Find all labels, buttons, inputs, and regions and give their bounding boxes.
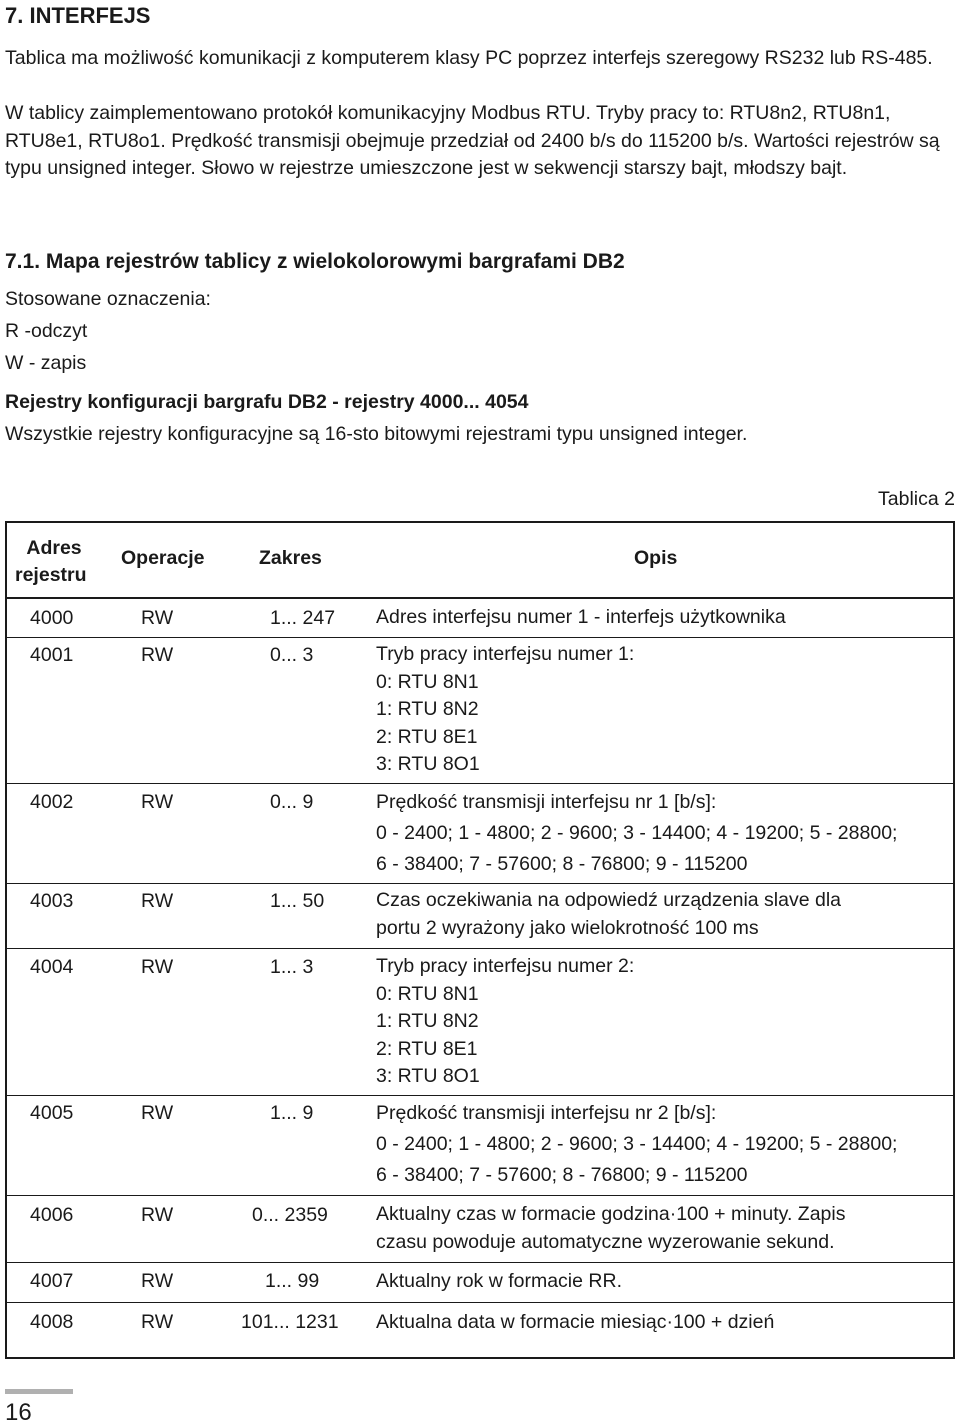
cell-operation: RW <box>141 1102 174 1124</box>
description-line: 3: RTU 8O1 <box>376 1065 480 1087</box>
cell-operation: RW <box>141 607 174 629</box>
row-divider <box>5 1095 955 1096</box>
cell-operation: RW <box>141 791 174 813</box>
row-divider <box>5 1302 955 1303</box>
header-description: Opis <box>634 547 678 569</box>
cell-description <box>376 604 786 632</box>
cell-operation: RW <box>141 1204 174 1226</box>
page-number-bar <box>5 1389 73 1394</box>
row-divider <box>5 1262 955 1263</box>
cell-address: 4003 <box>30 890 74 912</box>
legend-title: Stosowane oznaczenia: <box>5 288 211 310</box>
description-line: 0 - 2400; 1 - 4800; 2 - 9600; 3 - 14400; 4 - 19200; 5 - 28800; <box>376 822 898 844</box>
cell-operation: RW <box>141 890 174 912</box>
description-line: 0: RTU 8N1 <box>376 670 479 693</box>
cell-operation: RW <box>141 956 174 978</box>
cell-range: 1... 9 <box>270 1102 314 1124</box>
description-line: Czas oczekiwania na odpowiedź urządzenia slave dla <box>376 889 842 911</box>
cell-description <box>376 953 634 1091</box>
description-line: 1: RTU 8N2 <box>376 1010 479 1032</box>
section-title: 7. INTERFEJS <box>5 3 151 28</box>
description-line: Prędkość transmisji interfejsu nr 2 [b/s]: <box>376 1102 717 1124</box>
cell-address: 4007 <box>30 1270 74 1292</box>
description-line: 6 - 38400; 7 - 57600; 8 - 76800; 9 - 115200 <box>376 1164 748 1186</box>
cell-description <box>376 1201 845 1256</box>
legend-write: W - zapis <box>5 352 87 374</box>
description-line: 2: RTU 8E1 <box>376 725 478 748</box>
cell-range: 1... 50 <box>270 890 325 912</box>
description-line: Aktualna data w formacie miesiąc·100 + dzień <box>376 1311 775 1333</box>
description-line: portu 2 wyrażony jako wielokrotność 100 ms <box>376 916 759 939</box>
description-line: Tryb pracy interfejsu numer 2: <box>376 955 635 977</box>
registers-note: Wszystkie rejestry konfiguracyjne są 16-sto bitowymi rejestrami typu unsigned integer. <box>5 423 748 445</box>
description-line: Prędkość transmisji interfejsu nr 1 [b/s]: <box>376 791 717 813</box>
description-line: 0: RTU 8N1 <box>376 982 479 1005</box>
page-number: 16 <box>5 1399 32 1426</box>
cell-range: 101... 1231 <box>241 1311 339 1333</box>
registers-title: Rejestry konfiguracji bargrafu DB2 - rejestry 4000... 4054 <box>5 391 529 413</box>
legend-read: R -odczyt <box>5 320 88 342</box>
cell-range: 1... 99 <box>265 1270 320 1292</box>
description-line: 0 - 2400; 1 - 4800; 2 - 9600; 3 - 14400; 4 - 19200; 5 - 28800; <box>376 1133 898 1155</box>
cell-description <box>376 641 634 779</box>
header-address <box>23 537 85 560</box>
cell-address: 4008 <box>30 1311 74 1333</box>
description-line: 2: RTU 8E1 <box>376 1037 478 1060</box>
row-divider <box>5 783 955 784</box>
cell-range: 1... 3 <box>270 956 314 978</box>
subsection-title: 7.1. Mapa rejestrów tablicy z wielokolorowymi bargrafami DB2 <box>5 250 625 273</box>
cell-range: 1... 247 <box>270 607 336 629</box>
cell-address: 4001 <box>30 644 74 666</box>
row-divider <box>5 1195 955 1196</box>
description-line: Tryb pracy interfejsu numer 1: <box>376 643 635 665</box>
description-line: Aktualny czas w formacie godzina·100 + minuty. Zapis <box>376 1203 846 1225</box>
cell-range: 0... 9 <box>270 791 314 813</box>
table-caption: Tablica 2 <box>878 488 955 510</box>
description-line: Aktualny rok w formacie RR. <box>376 1270 622 1292</box>
cell-range: 0... 2359 <box>252 1204 328 1226</box>
header-address-line2: rejestru <box>15 564 87 586</box>
header-range: Zakres <box>259 547 322 569</box>
row-divider <box>5 948 955 949</box>
description-line: czasu powoduje automatyczne wyzerowanie sekund. <box>376 1230 835 1253</box>
cell-range: 0... 3 <box>270 644 314 666</box>
cell-operation: RW <box>141 644 174 666</box>
cell-address: 4004 <box>30 956 74 978</box>
intro-paragraph-1: Tablica ma możliwość komunikacji z komputerem klasy PC poprzez interfejs szeregowy RS232 lub RS-485. <box>5 47 933 69</box>
table-header-divider <box>5 597 955 599</box>
cell-address: 4002 <box>30 791 74 813</box>
row-divider <box>5 637 955 638</box>
intro-paragraph-2: W tablicy zaimplementowano protokół komunikacyjny Modbus RTU. Tryby pracy to: RTU8n2, RTU8n1, RTU8e1, RTU8o1. Prędkość transmisji obejmuje przedział od 2400 b/s do 115200 b/s. Wartości rejestrów są typu unsigned integer. Słowo w rejestrze umieszczone jest w sekwencji starszy bajt, młodszy bajt. <box>5 102 940 179</box>
header-operations: Operacje <box>121 547 205 569</box>
cell-address: 4000 <box>30 607 74 629</box>
description-line: Adres interfejsu numer 1 - interfejs użytkownika <box>376 606 786 628</box>
cell-operation: RW <box>141 1311 174 1333</box>
description-line: 3: RTU 8O1 <box>376 753 480 775</box>
cell-address: 4006 <box>30 1204 74 1226</box>
header-address-line1: Adres <box>26 537 82 559</box>
cell-description <box>376 887 841 942</box>
description-line: 1: RTU 8N2 <box>376 698 479 720</box>
row-divider <box>5 883 955 884</box>
cell-operation: RW <box>141 1270 174 1292</box>
description-line: 6 - 38400; 7 - 57600; 8 - 76800; 9 - 115200 <box>376 853 748 875</box>
cell-address: 4005 <box>30 1102 74 1124</box>
